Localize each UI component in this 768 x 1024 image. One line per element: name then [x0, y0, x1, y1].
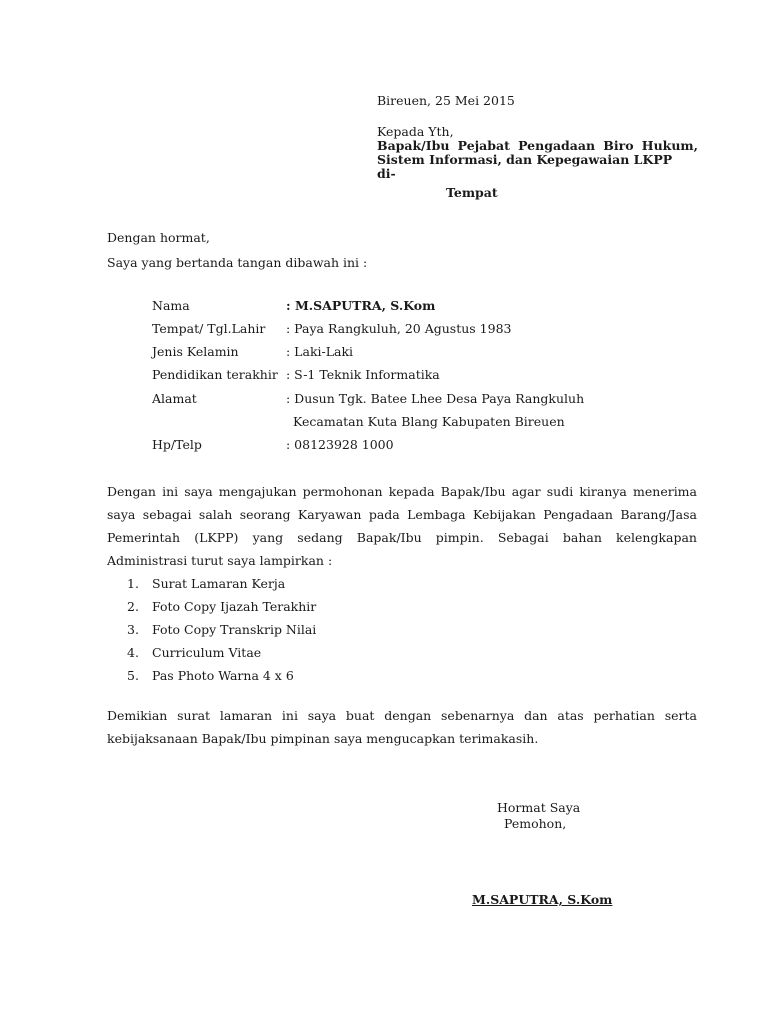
body-paragraph: [107, 480, 697, 572]
attachment-item: [127, 645, 261, 665]
place-date: Bireuen, 25 Mei 2015: [377, 93, 515, 108]
identity-label: Jenis Kelamin: [152, 344, 239, 359]
closing-line: Demikian surat lamaran ini saya buat dengan sebenarnya dan atas perhatian serta: [107, 708, 697, 723]
body-line: Administrasi turut saya lampirkan :: [107, 553, 333, 568]
identity-label: Nama: [152, 298, 190, 313]
closing-paragraph: [107, 704, 697, 750]
identity-value: : 08123928 1000: [286, 437, 394, 452]
recipient-place: Tempat: [446, 185, 498, 200]
attachment-text: Curriculum Vitae: [152, 645, 262, 660]
attachment-text: Surat Lamaran Kerja: [152, 576, 286, 591]
attachment-text: Foto Copy Transkrip Nilai: [152, 622, 317, 637]
salutation: Dengan hormat,: [107, 230, 210, 245]
recipient-greeting: Kepada Yth,: [377, 124, 454, 139]
identity-label: Pendidikan terakhir: [152, 367, 278, 382]
recipient-line-3: di-: [377, 166, 396, 181]
body-line: Pemerintah (LKPP) yang sedang Bapak/Ibu pimpin. Sebagai bahan kelengkapan: [107, 530, 697, 545]
attachment-item: [127, 668, 294, 688]
recipient-block: [377, 125, 698, 181]
signature-name: M.SAPUTRA, S.Kom: [472, 892, 613, 907]
identity-value: : Dusun Tgk. Batee Lhee Desa Paya Rangkuluh: [286, 391, 585, 406]
identity-value: : Laki-Laki: [286, 344, 354, 359]
attachment-number: 3.: [127, 622, 139, 637]
attachment-text: Foto Copy Ijazah Terakhir: [152, 599, 317, 614]
applicant-label: Pemohon,: [504, 816, 567, 831]
attachment-number: 2.: [127, 599, 139, 614]
intro-text: Saya yang bertanda tangan dibawah ini :: [107, 255, 368, 270]
identity-value: : Paya Rangkuluh, 20 Agustus 1983: [286, 321, 512, 336]
identity-label: Tempat/ Tgl.Lahir: [152, 321, 266, 336]
identity-label: Hp/Telp: [152, 437, 202, 452]
identity-value: : M.SAPUTRA, S.Kom: [286, 298, 436, 313]
recipient-line-1: Bapak/Ibu Pejabat Pengadaan Biro Hukum,: [377, 138, 698, 153]
attachment-item: [127, 622, 316, 642]
body-line: Dengan ini saya mengajukan permohonan kepada Bapak/Ibu agar sudi kiranya menerima: [107, 484, 697, 499]
attachment-number: 1.: [127, 576, 139, 591]
attachment-text: Pas Photo Warna 4 x 6: [152, 668, 294, 683]
identity-value: Kecamatan Kuta Blang Kabupaten Bireuen: [293, 414, 565, 429]
attachment-item: [127, 576, 285, 596]
body-line: saya sebagai salah seorang Karyawan pada Lembaga Kebijakan Pengadaan Barang/Jasa: [107, 507, 697, 522]
identity-label: Alamat: [152, 391, 197, 406]
identity-value: : S-1 Teknik Informatika: [286, 367, 440, 382]
attachment-number: 5.: [127, 668, 139, 683]
recipient-line-2: Sistem Informasi, dan Kepegawaian LKPP: [377, 152, 673, 167]
attachment-item: [127, 599, 316, 619]
regards: Hormat Saya: [497, 800, 581, 815]
attachment-number: 4.: [127, 645, 139, 660]
closing-line: kebijaksanaan Bapak/Ibu pimpinan saya mengucapkan terimakasih.: [107, 731, 539, 746]
